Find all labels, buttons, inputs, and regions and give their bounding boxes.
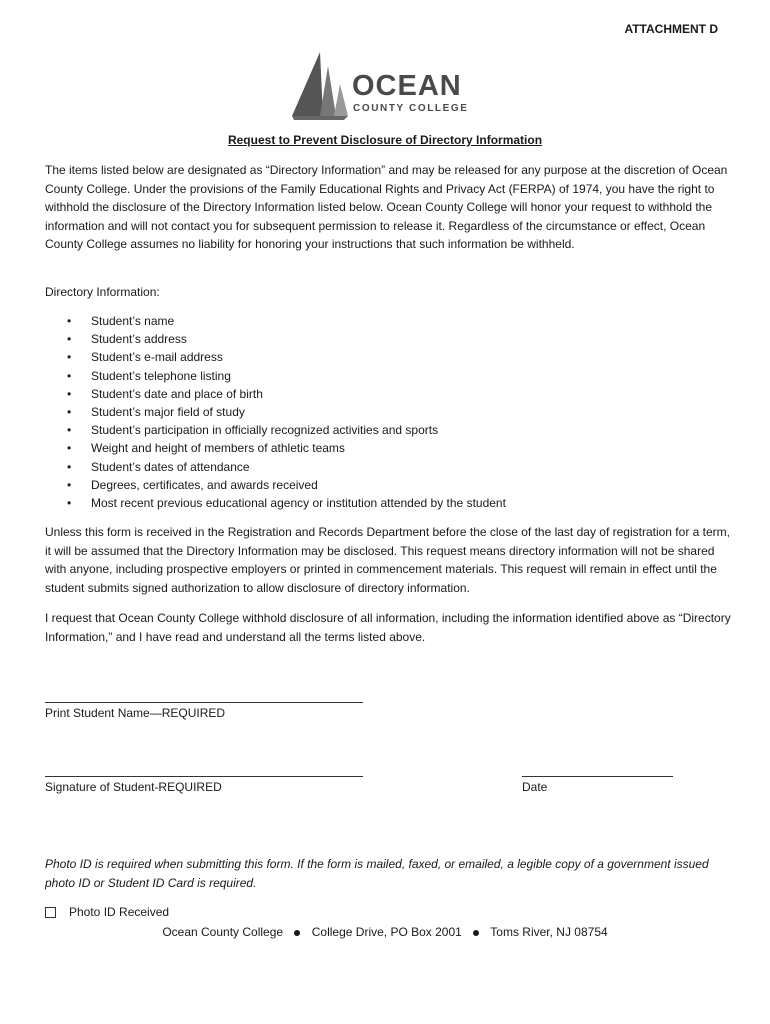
- attachment-label: ATTACHMENT D: [624, 22, 718, 36]
- list-item: • Student’s dates of attendance: [45, 458, 506, 476]
- sail-logo-icon: [290, 48, 360, 120]
- list-item: • Student’s address: [45, 330, 506, 348]
- date-line[interactable]: [522, 776, 673, 777]
- request-paragraph: I request that Ocean County College withhold disclosure of all information, including the information identified above as “Directory Information,” and I have read and understand all the terms listed above.: [45, 611, 731, 644]
- print-name-line[interactable]: [45, 702, 363, 703]
- photo-id-checkbox[interactable]: [45, 907, 56, 918]
- list-item: • Student’s name: [45, 312, 506, 330]
- photo-id-note: Photo ID is required when submitting this form. If the form is mailed, faxed, or emailed, a legible copy of a government issued photo ID or Student ID Card is required.: [45, 857, 709, 890]
- list-item: • Weight and height of members of athletic teams: [45, 439, 506, 457]
- footer-address: [0, 925, 770, 939]
- form-title: Request to Prevent Disclosure of Directory Information: [227, 133, 543, 147]
- college-logo: [290, 48, 485, 120]
- signature-label: Signature of Student-REQUIRED: [45, 780, 222, 794]
- bullet-dot-icon: [294, 930, 300, 936]
- photo-id-checkbox-row[interactable]: [45, 905, 169, 919]
- list-item: • Student’s participation in officially recognized activities and sports: [45, 421, 506, 439]
- list-item: • Student’s date and place of birth: [45, 385, 506, 403]
- footer-city: Toms River, NJ 08754: [490, 925, 608, 939]
- bullet-dot-icon: [473, 930, 479, 936]
- list-item: • Student’s major field of study: [45, 403, 506, 421]
- directory-label: Directory Information:: [45, 285, 160, 299]
- list-item: • Student’s telephone listing: [45, 367, 506, 385]
- signature-line[interactable]: [45, 776, 363, 777]
- footer-street: College Drive, PO Box 2001: [311, 925, 462, 939]
- photo-id-checkbox-label: Photo ID Received: [69, 905, 170, 919]
- list-item: • Student’s e-mail address: [45, 348, 506, 366]
- date-label: Date: [522, 780, 548, 794]
- print-name-label: Print Student Name—REQUIRED: [45, 706, 226, 720]
- footer-college: Ocean County College: [162, 925, 284, 939]
- intro-paragraph: The items listed below are designated as “Directory Information” and may be released for any purpose at the discretion of Ocean County College. Under the provisions of the Family Educational Rights and Privacy Act (FERPA) of 1974, you have the right to withhold the disclosure of the Directory Information listed below. Ocean County College will honor your request to withhold the information and will not contact you for subsequent permission to release it. Regardless of the circumstance or effect, Ocean County College assumes no liability for honoring your instructions that such information be withheld.: [45, 163, 728, 251]
- list-item: • Degrees, certificates, and awards received: [45, 476, 506, 494]
- list-item: • Most recent previous educational agency or institution attended by the student: [45, 494, 506, 512]
- unless-paragraph: Unless this form is received in the Registration and Records Department before the close of the last day of registration for a term, it will be assumed that the Directory Information may be disclosed. This request means directory information will not be shared with anyone, including prospective employers or printed in commencement materials. This request will remain in effect until the student submits signed authorization to allow disclosure of directory information.: [45, 525, 730, 595]
- logo-wordmark: OCEAN: [352, 70, 462, 102]
- logo-subtitle: COUNTY COLLEGE: [353, 103, 469, 114]
- directory-list: [45, 312, 506, 512]
